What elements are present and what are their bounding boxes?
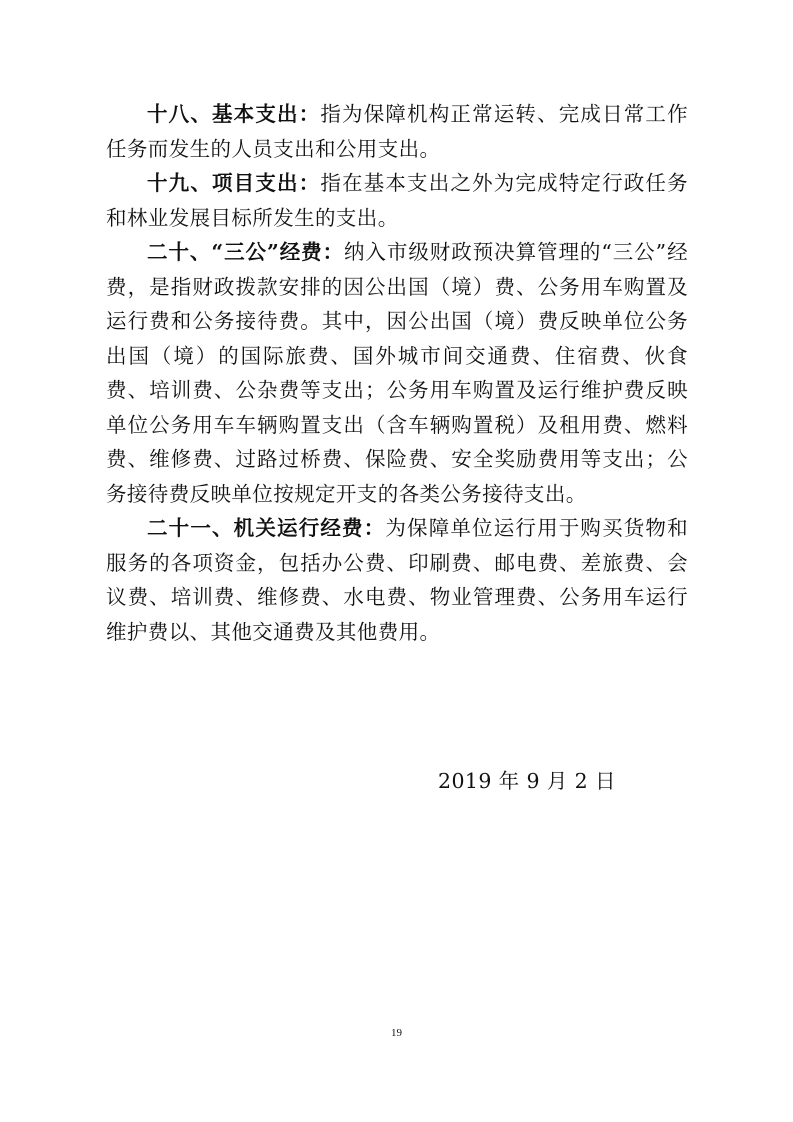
- paragraph-basic-expenditure: [106, 97, 688, 166]
- document-body: [106, 97, 688, 649]
- document-date: 2019 年 9 月 2 日: [438, 769, 616, 793]
- term-project-expenditure: 十九、项目支出：: [147, 171, 321, 195]
- term-three-public-expenses: 二十、“三公”经费：: [147, 240, 345, 264]
- definition-basic-expenditure: 指为保障机构正常运转、完成日常工作任务而发生的人员支出和公用支出。: [106, 102, 688, 161]
- paragraph-three-public-expenses: [106, 235, 688, 511]
- paragraph-operating-expenses: [106, 511, 688, 649]
- definition-project-expenditure: 指在基本支出之外为完成特定行政任务和林业发展目标所发生的支出。: [106, 171, 688, 230]
- paragraph-project-expenditure: [106, 166, 688, 235]
- definition-operating-expenses: 为保障单位运行用于购买货物和服务的各项资金，包括办公费、印刷费、邮电费、差旅费、会议费、培训费、维修费、水电费、物业管理费、公务用车运行维护费以、其他交通费及其他费用。: [106, 516, 688, 644]
- term-basic-expenditure: 十八、基本支出：: [147, 102, 321, 126]
- page-number: 19: [391, 1027, 402, 1039]
- term-operating-expenses: 二十一、机关运行经费：: [147, 516, 386, 540]
- definition-three-public-expenses: 纳入市级财政预决算管理的“三公”经费，是指财政拨款安排的因公出国（境）费、公务用车购置及运行费和公务接待费。其中，因公出国（境）费反映单位公务出国（境）的国际旅费、国外城市间交通费、住宿费、伙食费、培训费、公杂费等支出；公务用车购置及运行维护费反映单位公务用车车辆购置支出（含车辆购置税）及租用费、燃料费、维修费、过路过桥费、保险费、安全奖励费用等支出；公务接待费反映单位按规定开支的各类公务接待支出。: [106, 240, 688, 506]
